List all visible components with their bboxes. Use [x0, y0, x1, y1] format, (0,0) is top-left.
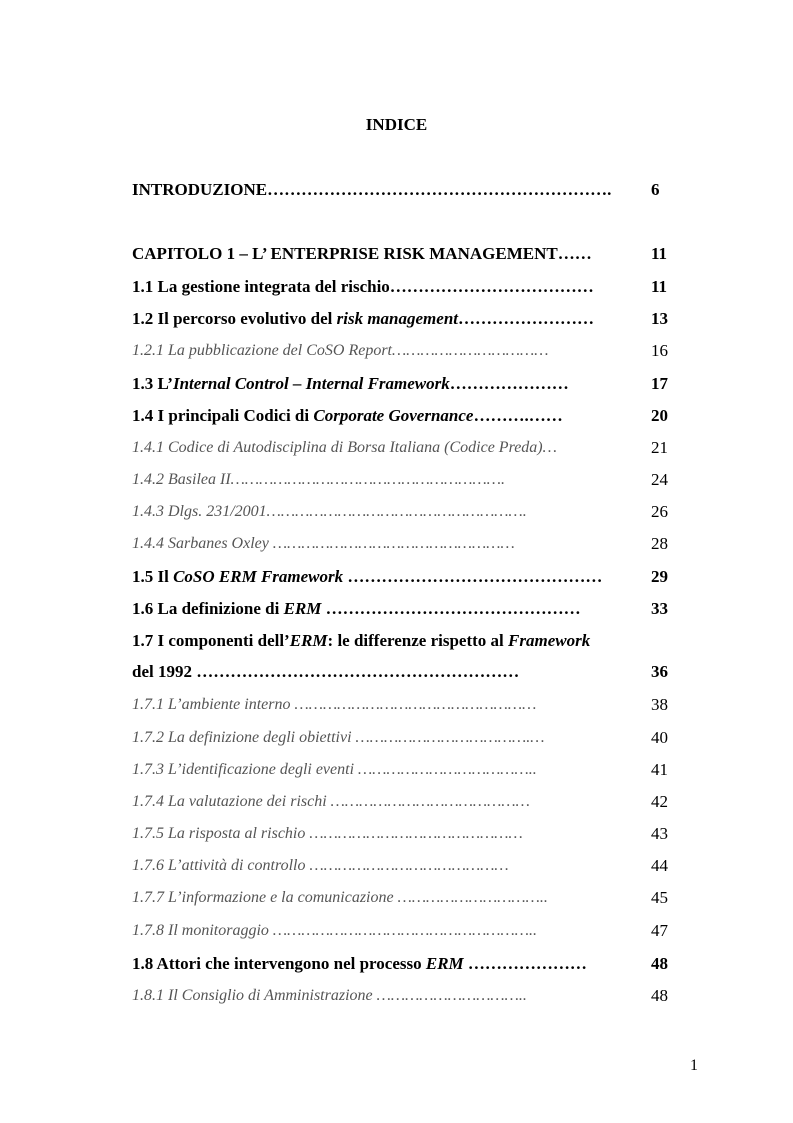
toc-entry-page: 48 — [651, 954, 668, 973]
toc-entry-page: 17 — [651, 374, 668, 393]
toc-entry-text: 1.7.2 La definizione degli obiettivi ……………………………….… — [132, 729, 545, 746]
toc-entry-text: 1.8 Attori che intervengono nel processo ERM ………………… — [132, 954, 587, 973]
toc-entry-text: del 1992 ………………………………………………… — [132, 662, 520, 681]
toc-entry-page: 28 — [651, 534, 668, 553]
toc-entry-text: 1.7.8 Il monitoraggio ……………………………………………….. — [132, 922, 537, 939]
toc-entry-text: 1.7 I componenti dell’ERM: le differenze rispetto al Framework — [132, 631, 591, 650]
toc-entry-text: 1.2 Il percorso evolutivo del risk management…………………… — [132, 309, 594, 328]
toc-entry-page: 6 — [651, 180, 660, 199]
toc-entry-text: 1.1 La gestione integrata del rischio……………………………… — [132, 277, 594, 296]
toc-entry-page: 40 — [651, 728, 668, 747]
toc-entry-page: 11 — [651, 277, 668, 296]
toc-entry-text: 1.4.3 Dlgs. 231/2001………………………………………………. — [132, 503, 527, 520]
toc-entry-page: 48 — [651, 986, 668, 1005]
toc-entry-text: 1.4.2 Basilea II…………………………………………………. — [132, 471, 505, 488]
toc-entry-page: 26 — [651, 502, 668, 521]
toc-entry-page: 13 — [651, 309, 668, 328]
toc-entry-page: 21 — [651, 438, 668, 457]
toc-entry-page: 45 — [651, 888, 668, 907]
page-title: INDICE — [365, 115, 428, 134]
toc-entry-page: 20 — [651, 406, 668, 425]
toc-entry-page: 36 — [651, 662, 668, 681]
toc-entry-page: 33 — [651, 599, 668, 618]
toc-entry-text: INTRODUZIONE……………………………………………………. — [132, 180, 612, 199]
toc-entry-text: 1.4.1 Codice di Autodisciplina di Borsa Italiana (Codice Preda)… — [132, 439, 557, 456]
toc-entry-text: 1.4.4 Sarbanes Oxley …………………………………………… — [132, 535, 515, 552]
toc-entry-text: 1.8.1 Il Consiglio di Amministrazione ………………………….. — [132, 987, 527, 1004]
page-number: 1 — [690, 1057, 698, 1074]
toc-entry-page: 42 — [651, 792, 668, 811]
toc-entry-text: 1.7.4 La valutazione dei rischi …………………………………… — [132, 793, 530, 810]
toc-entry-page: 16 — [651, 341, 668, 360]
toc-entry-page: 43 — [651, 824, 668, 843]
toc-entry-text: 1.7.3 L’identificazione degli eventi ……………………………….. — [132, 761, 537, 778]
toc-entry-page: 47 — [651, 921, 668, 940]
toc-entry-page: 41 — [651, 760, 668, 779]
toc-entry-page: 29 — [651, 567, 668, 586]
toc-entry-text: 1.5 Il CoSO ERM Framework ……………………………………… — [132, 567, 603, 586]
toc-entry-text: 1.3 L’Internal Control – Internal Framework………………… — [132, 374, 569, 393]
toc-entry-text: 1.2.1 La pubblicazione del CoSO Report…………………………… — [132, 342, 549, 359]
toc-entry-page: 44 — [651, 856, 668, 875]
toc-entry-text: 1.7.5 La risposta al rischio ……………………………………… — [132, 825, 523, 842]
toc-entry-text: 1.7.6 L’attività di controllo …………………………………… — [132, 857, 509, 874]
toc-entry-text: 1.7.1 L’ambiente interno …………………………………………… — [132, 696, 537, 713]
toc-entry-page: 38 — [651, 695, 668, 714]
toc-entry-text: 1.4 I principali Codici di Corporate Governance……….…… — [132, 406, 563, 425]
toc-entry-text: 1.6 La definizione di ERM ……………………………………… — [132, 599, 581, 618]
toc-entry-page: 24 — [651, 470, 668, 489]
toc-entry-text: 1.7.7 L’informazione e la comunicazione ………………………….. — [132, 889, 548, 906]
toc-entry-text: CAPITOLO 1 – L’ ENTERPRISE RISK MANAGEMENT…… — [132, 244, 592, 263]
toc-entry-page: 11 — [651, 244, 668, 263]
